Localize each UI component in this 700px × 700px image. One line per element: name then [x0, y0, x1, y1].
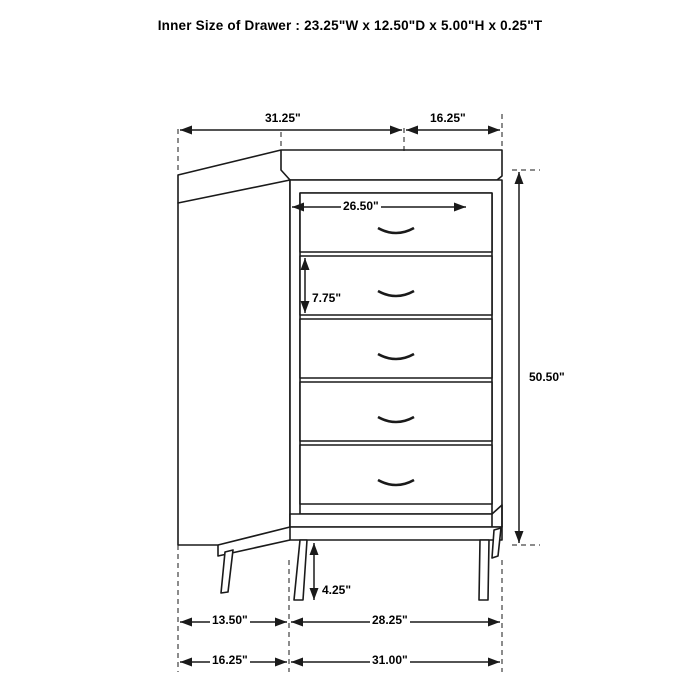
dim-label-base-front-width: 28.25": [372, 613, 408, 627]
leg-front-left: [294, 540, 307, 600]
dim-label-drawer-face-height: 7.75": [312, 291, 342, 305]
dim-label-front-width-top: 31.25": [265, 111, 301, 125]
drawer-1: [300, 193, 492, 252]
chest-base-apron: [290, 514, 492, 527]
leg-back-right: [492, 528, 501, 558]
leg-front-right: [479, 540, 489, 600]
chest-base-rail: [290, 527, 502, 540]
dim-label-bottom-front-width: 31.00": [372, 653, 408, 667]
chest-body: [178, 150, 502, 600]
leg-back-left: [221, 550, 233, 593]
drawer-4: [300, 382, 492, 441]
page-title: Inner Size of Drawer : 23.25"W x 12.50"D x 5.00"H x 0.25"T: [157, 18, 543, 33]
chest-left-side-panel: [178, 180, 290, 545]
drawer-5: [300, 445, 492, 504]
dim-label-base-side-depth: 13.50": [212, 613, 248, 627]
dim-label-side-depth-top: 16.25": [430, 111, 466, 125]
drawer-2: [300, 256, 492, 315]
dim-label-bottom-side-depth: 16.25": [212, 653, 248, 667]
drawer-3: [300, 319, 492, 378]
dim-label-leg-height: 4.25": [322, 583, 352, 597]
dim-label-drawer-inner-width: 26.50": [343, 199, 379, 213]
dim-label-overall-height: 50.50": [529, 370, 565, 384]
